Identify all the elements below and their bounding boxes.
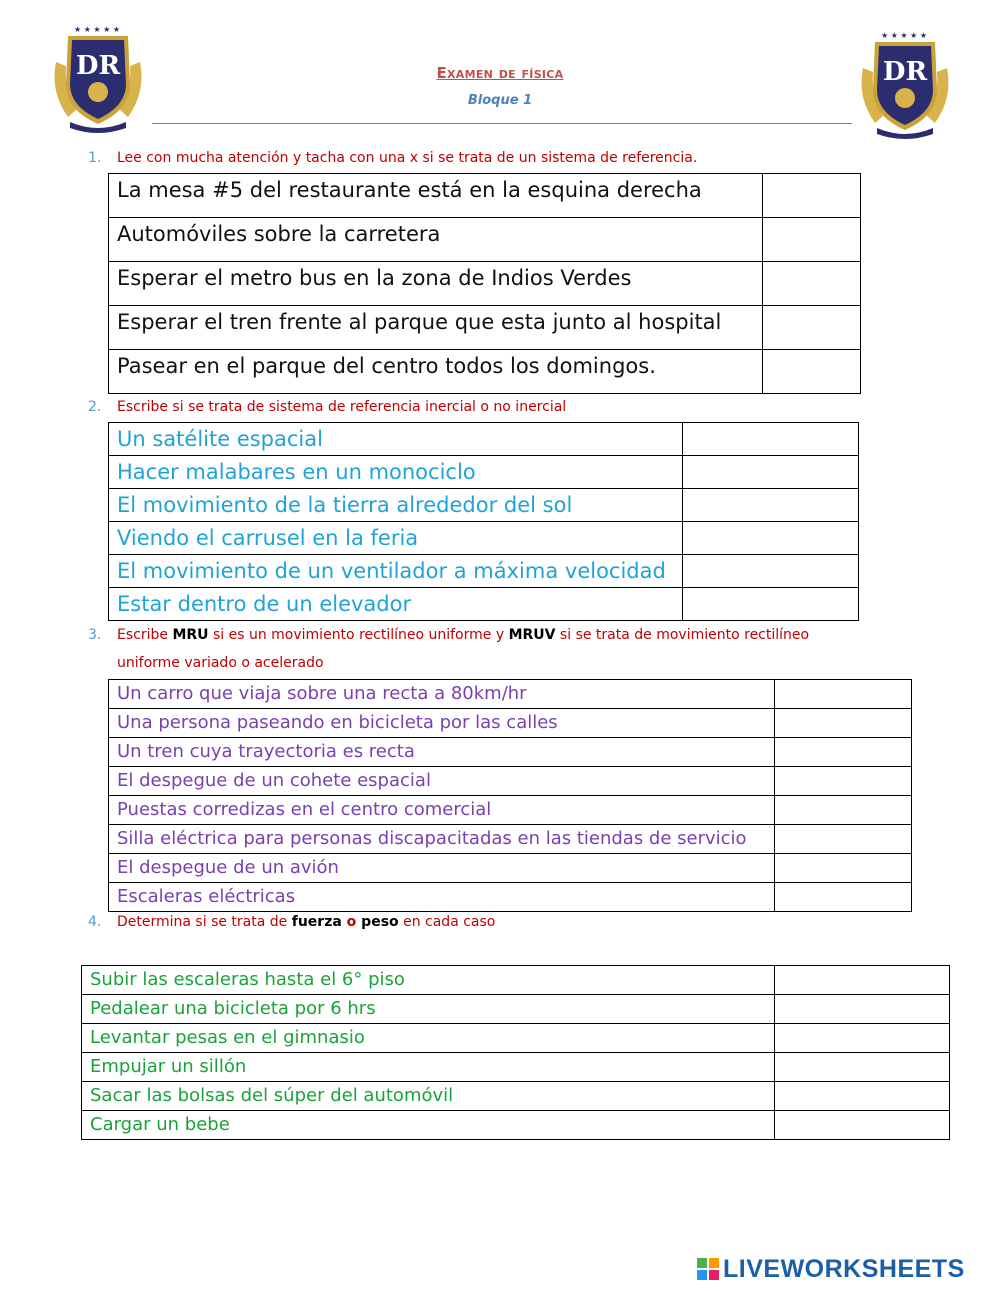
answer-box[interactable]	[775, 825, 912, 854]
question-text: Escribe	[117, 627, 173, 643]
table-row	[109, 218, 861, 262]
answer-box[interactable]	[763, 350, 861, 394]
answer-box[interactable]	[683, 456, 859, 489]
table-row	[109, 796, 912, 825]
statement-cell: Pasear en el parque del centro todos los domingos.	[109, 350, 763, 394]
page-title: Examen de física	[436, 64, 564, 82]
answer-box[interactable]	[775, 709, 912, 738]
statement-cell: Un satélite espacial	[109, 423, 683, 456]
page-subtitle: Bloque 1	[467, 93, 533, 108]
question-number: 4.	[88, 914, 102, 930]
statement-cell: Automóviles sobre la carretera	[109, 218, 763, 262]
question-3-table	[108, 679, 912, 912]
statement-cell: Un tren cuya trayectoria es recta	[109, 738, 775, 767]
svg-text:DR: DR	[75, 51, 121, 81]
statement-cell: Silla eléctrica para personas discapacitadas en las tiendas de servicio	[109, 825, 775, 854]
statement-cell: El movimiento de un ventilador a máxima velocidad	[109, 555, 683, 588]
answer-box[interactable]	[775, 796, 912, 825]
answer-box[interactable]	[763, 174, 861, 218]
question-2-prompt	[88, 393, 566, 421]
table-row	[109, 423, 859, 456]
school-crest-logo-right	[853, 28, 957, 140]
table-row	[109, 709, 912, 738]
answer-box[interactable]	[775, 854, 912, 883]
question-text: Escribe si se trata de sistema de referencia inercial o no inercial	[117, 399, 567, 415]
table-row	[109, 174, 861, 218]
statement-cell: El despegue de un cohete espacial	[109, 767, 775, 796]
answer-box[interactable]	[775, 1024, 950, 1053]
table-row	[82, 1111, 950, 1140]
table-row	[109, 489, 859, 522]
answer-box[interactable]	[775, 966, 950, 995]
statement-cell: Cargar un bebe	[82, 1111, 775, 1140]
answer-box[interactable]	[775, 883, 912, 912]
statement-cell: Levantar pesas en el gimnasio	[82, 1024, 775, 1053]
statement-cell: Esperar el tren frente al parque que esta junto al hospital	[109, 306, 763, 350]
answer-box[interactable]	[775, 1082, 950, 1111]
answer-box[interactable]	[683, 555, 859, 588]
question-number: 2.	[88, 399, 102, 415]
table-row	[109, 306, 861, 350]
table-row	[82, 995, 950, 1024]
liveworksheets-logo-icon	[697, 1258, 719, 1280]
question-4-prompt	[88, 908, 495, 936]
mru-keyword: MRU	[172, 627, 209, 643]
question-number: 1.	[88, 150, 102, 166]
statement-cell: Puestas corredizas en el centro comercial	[109, 796, 775, 825]
answer-box[interactable]	[775, 1111, 950, 1140]
question-3-prompt	[88, 621, 918, 649]
answer-box[interactable]	[683, 489, 859, 522]
answer-box[interactable]	[763, 306, 861, 350]
table-row	[109, 738, 912, 767]
header-divider	[152, 123, 852, 124]
statement-cell: Pedalear una bicicleta por 6 hrs	[82, 995, 775, 1024]
svg-text:★ ★ ★ ★ ★: ★ ★ ★ ★ ★	[881, 31, 928, 40]
table-row	[109, 522, 859, 555]
question-number: 3.	[88, 627, 102, 643]
statement-cell: Escaleras eléctricas	[109, 883, 775, 912]
statement-cell: Viendo el carrusel en la feria	[109, 522, 683, 555]
table-row	[82, 1024, 950, 1053]
answer-box[interactable]	[763, 262, 861, 306]
statement-cell: Esperar el metro bus en la zona de Indios Verdes	[109, 262, 763, 306]
statement-cell: Una persona paseando en bicicleta por las calles	[109, 709, 775, 738]
table-row	[109, 262, 861, 306]
brand-wordmark: LIVEWORKSHEETS	[723, 1254, 965, 1283]
answer-box[interactable]	[763, 218, 861, 262]
or-keyword: o	[341, 914, 362, 930]
question-text: uniforme variado o acelerado	[117, 655, 324, 671]
statement-cell: Hacer malabares en un monociclo	[109, 456, 683, 489]
answer-box[interactable]	[775, 680, 912, 709]
table-row	[109, 767, 912, 796]
liveworksheets-brand	[697, 1252, 965, 1286]
table-row	[109, 854, 912, 883]
question-text: si se trata de movimiento rectilíneo	[555, 627, 810, 643]
statement-cell: Un carro que viaja sobre una recta a 80km/hr	[109, 680, 775, 709]
answer-box[interactable]	[775, 767, 912, 796]
answer-box[interactable]	[683, 423, 859, 456]
statement-cell: Subir las escaleras hasta el 6° piso	[82, 966, 775, 995]
question-text: Determina si se trata de	[117, 914, 292, 930]
table-row	[82, 1053, 950, 1082]
answer-box[interactable]	[775, 1053, 950, 1082]
table-row	[109, 825, 912, 854]
svg-text:DR: DR	[882, 57, 928, 87]
question-3-prompt-line-2	[117, 649, 324, 677]
table-row	[109, 350, 861, 394]
question-1-prompt	[88, 144, 697, 172]
question-1-table	[108, 173, 861, 394]
question-text: Lee con mucha atención y tacha con una x si se trata de un sistema de referencia.	[117, 150, 698, 166]
table-row	[82, 1082, 950, 1111]
answer-box[interactable]	[775, 738, 912, 767]
statement-cell: El despegue de un avión	[109, 854, 775, 883]
answer-box[interactable]	[775, 995, 950, 1024]
question-2-table	[108, 422, 859, 621]
table-row	[109, 588, 859, 621]
answer-box[interactable]	[683, 588, 859, 621]
answer-box[interactable]	[683, 522, 859, 555]
table-row	[109, 680, 912, 709]
statement-cell: Estar dentro de un elevador	[109, 588, 683, 621]
table-row	[109, 555, 859, 588]
statement-cell: Sacar las bolsas del súper del automóvil	[82, 1082, 775, 1111]
peso-keyword: peso	[361, 914, 399, 930]
table-row	[109, 456, 859, 489]
table-row	[82, 966, 950, 995]
question-4-table	[81, 965, 950, 1140]
question-text: en cada caso	[398, 914, 496, 930]
svg-text:★ ★ ★ ★ ★: ★ ★ ★ ★ ★	[74, 25, 121, 34]
statement-cell: La mesa #5 del restaurante está en la esquina derecha	[109, 174, 763, 218]
fuerza-keyword: fuerza	[291, 914, 342, 930]
statement-cell: Empujar un sillón	[82, 1053, 775, 1082]
statement-cell: El movimiento de la tierra alrededor del sol	[109, 489, 683, 522]
question-text: si es un movimiento rectilíneo uniforme y	[208, 627, 509, 643]
mruv-keyword: MRUV	[508, 627, 556, 643]
